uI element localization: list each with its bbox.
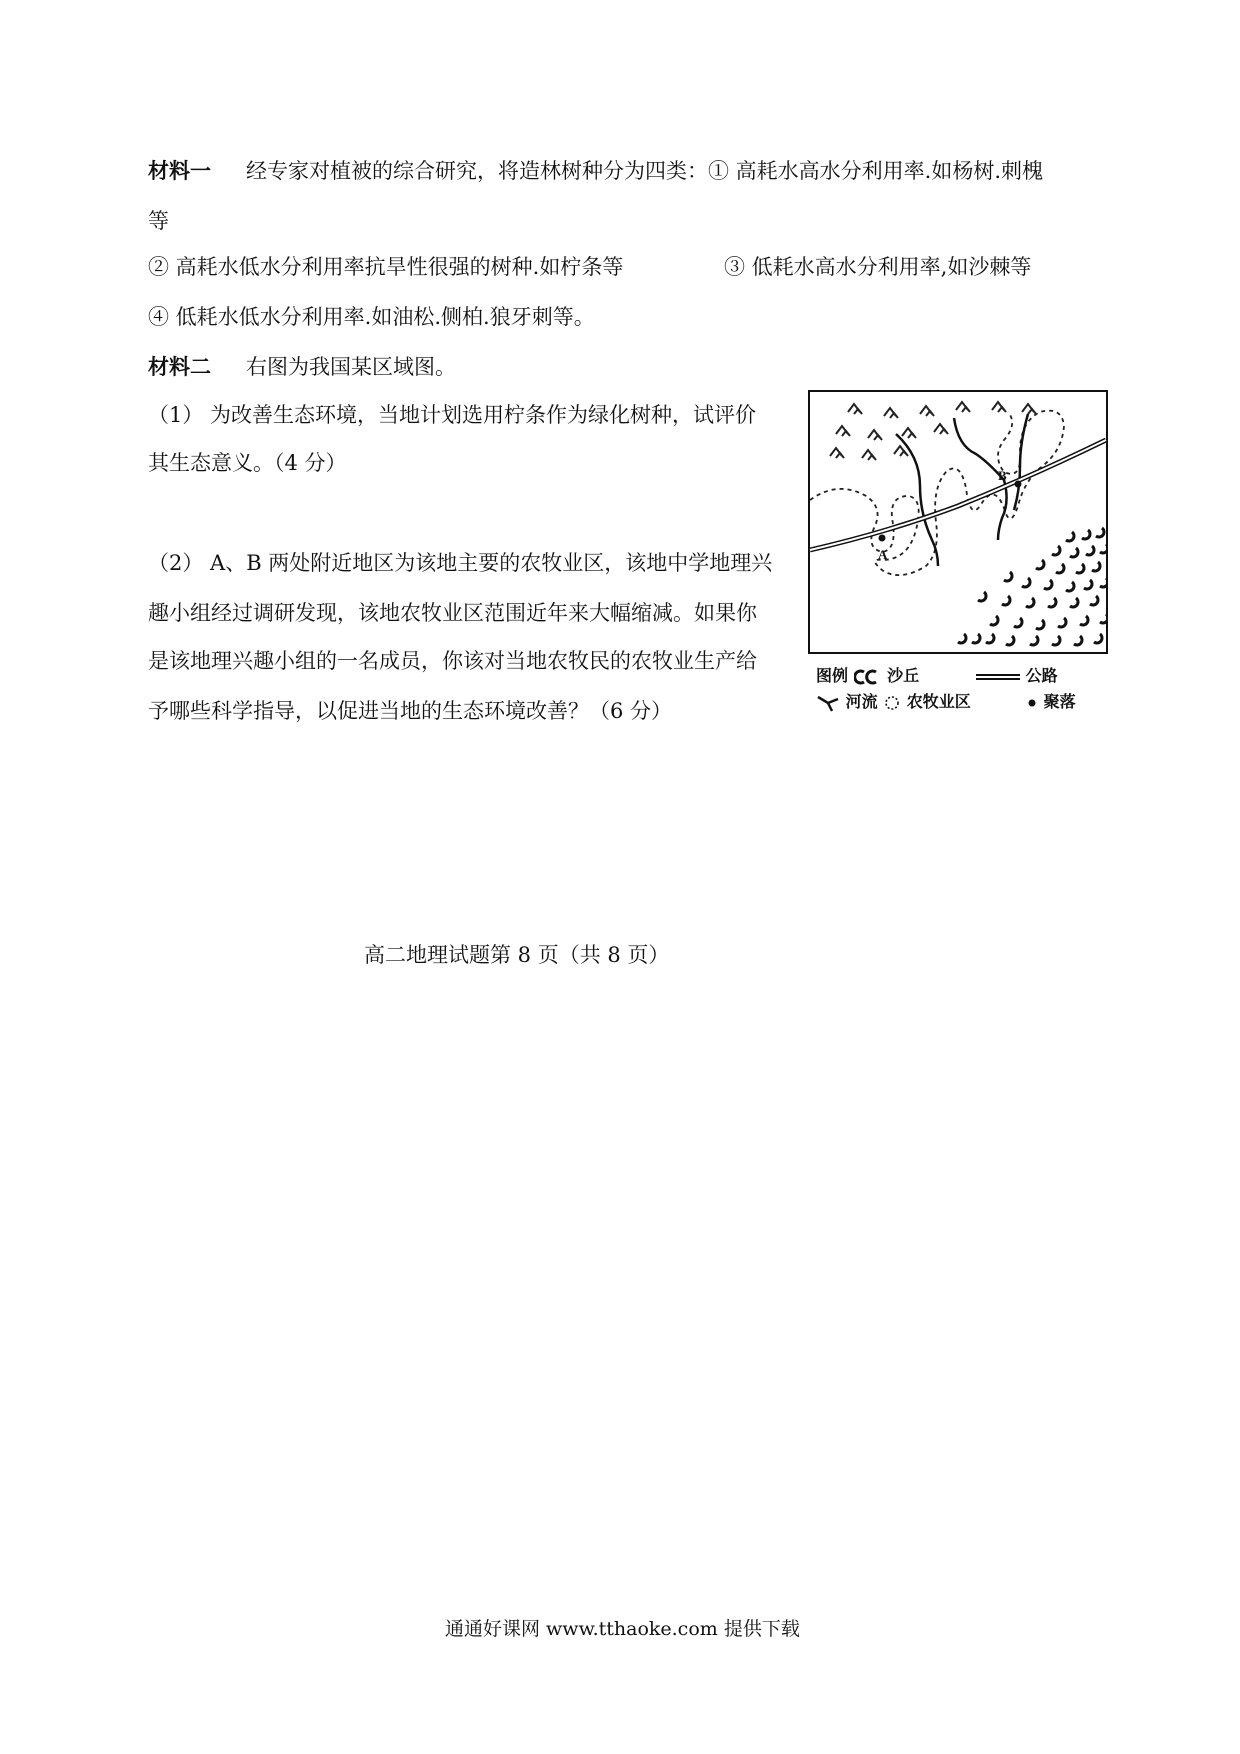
q2-line1: （2） A、B 两处附近地区为该地主要的农牧业区，该地中学地理兴	[148, 551, 773, 575]
legend-title: 图例	[816, 666, 849, 685]
material2-label: 材料二	[148, 355, 211, 379]
legend-road: 公路	[1025, 666, 1058, 685]
river-icon	[816, 693, 840, 713]
road-icon	[976, 671, 1020, 683]
settlement-icon	[1026, 697, 1038, 709]
settlement-b	[1015, 481, 1022, 488]
dune-icon	[854, 668, 882, 686]
legend-settlement: 聚落	[1043, 692, 1076, 711]
page-number: 高二地理试题第 8 页（共 8 页）	[364, 943, 670, 967]
mountain-symbols	[830, 402, 1036, 460]
q2-line2: 趣小组经过调研发现，该地农牧业区范围近年来大幅缩减。如果你	[148, 601, 757, 625]
legend-river: 河流	[845, 692, 878, 711]
q1-line2: 其生态意义。（4 分）	[148, 451, 347, 475]
material2-text: 右图为我国某区域图。	[246, 355, 456, 379]
label-a: A	[878, 547, 888, 562]
map-legend	[808, 660, 1128, 716]
highway-inner	[810, 440, 1106, 550]
q2-line4: 予哪些科学指导，以促进当地的生态环境改善？（6 分）	[148, 699, 673, 723]
material1-label: 材料一	[148, 159, 211, 183]
region-map	[808, 390, 1108, 654]
material1-line1: 经专家对植被的综合研究，将造林树种分为四类：① 高耗水高水分利用率.如杨树.刺槐	[246, 159, 1044, 183]
material1-line2b: ③ 低耗水高水分利用率,如沙棘等	[724, 255, 1032, 279]
material1-line2a: ② 高耗水低水分利用率抗旱性很强的树种.如柠条等	[148, 255, 624, 279]
q2-line3: 是该地理兴趣小组的一名成员，你该对当地农牧民的农牧业生产给	[148, 649, 757, 673]
label-b: B	[998, 468, 1007, 483]
farm-zone-icon	[883, 694, 901, 712]
q1-line1: （1） 为改善生态环境，当地计划选用柠条作为绿化树种，试评价	[148, 403, 757, 427]
legend-farm: 农牧业区	[906, 692, 971, 711]
material1-line3: ④ 低耗水低水分利用率.如油松.侧柏.狼牙刺等。	[148, 305, 595, 329]
sand-dunes	[958, 528, 1108, 645]
material1-line1-wrap: 等	[148, 209, 169, 233]
highway	[810, 440, 1106, 550]
legend-dune: 沙丘	[887, 666, 920, 685]
source-footer: 通通好课网 www.tthaoke.com 提供下载	[445, 1618, 800, 1640]
settlement-a	[879, 535, 886, 542]
